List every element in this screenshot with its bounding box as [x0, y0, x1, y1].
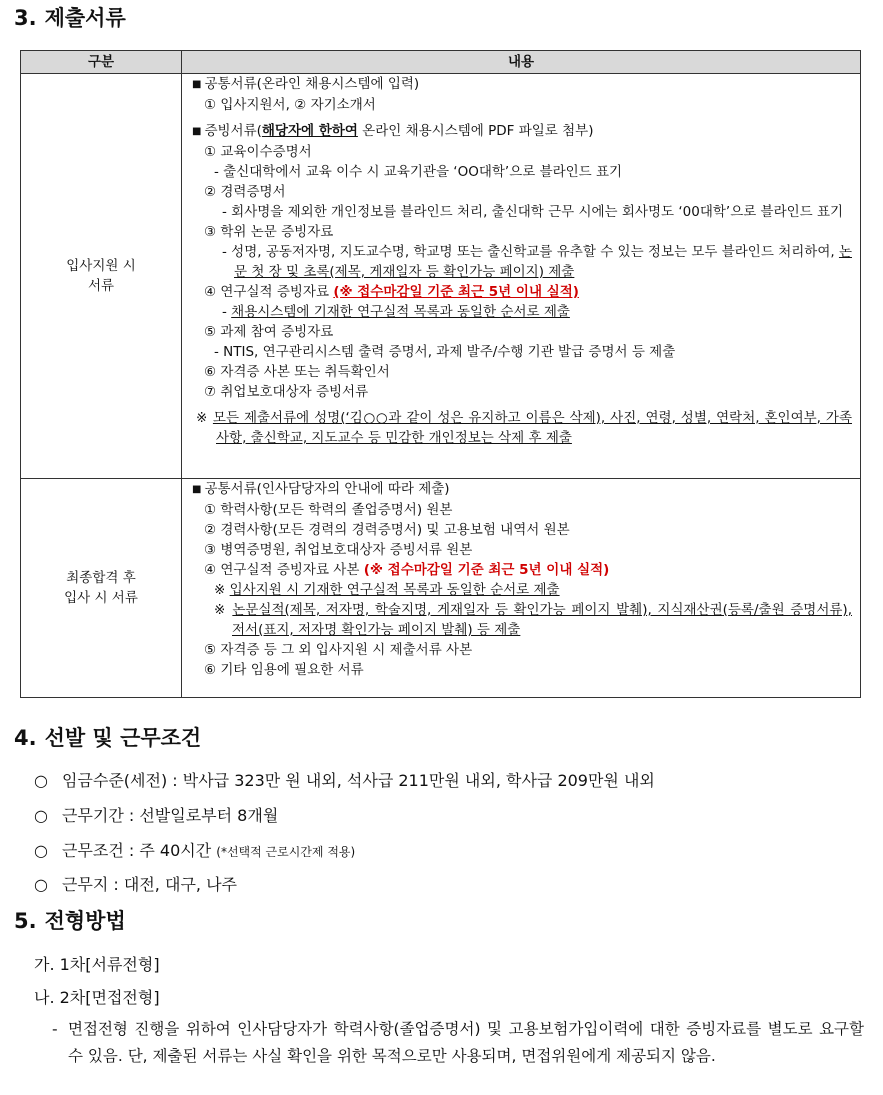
list-item: ① 학력사항(모든 학력의 졸업증명서) 원본	[204, 502, 453, 518]
list-item: ⑥ 자격증 사본 또는 취득확인서	[204, 364, 390, 380]
section-number: 5.	[14, 909, 37, 933]
row-label-application	[21, 74, 182, 479]
step-1: 가. 1차[서류전형]	[34, 955, 160, 974]
square-bullet-icon: ■	[192, 126, 202, 137]
dash-bullet: -	[52, 1020, 58, 1038]
circle-bullet-icon: ○	[34, 875, 48, 894]
circle-bullet-icon: ○	[34, 806, 48, 825]
condition-hours: ○ 근무조건 : 주 40시간 (*선택적 근로시간제 적용)	[34, 841, 356, 860]
square-bullet-icon: ■	[192, 79, 202, 90]
list-item: ⑤ 과제 참여 증빙자료	[204, 324, 334, 340]
section-3-heading	[14, 2, 126, 32]
row-content-application	[182, 74, 861, 479]
row-label-line: 입사 시 서류	[64, 590, 138, 606]
condition-salary: ○ 임금수준(세전) : 박사급 323만 원 내외, 석사급 211만원 내외, 학사급 209만원 내외	[34, 771, 655, 790]
section-4-heading	[14, 722, 201, 752]
section-number: 3.	[14, 6, 37, 30]
list-item-detail: - 출신대학에서 교육 이수 시 교육기관을 ‘OO대학’으로 블라인드 표기	[214, 164, 623, 180]
list-item: ② 경력증명서	[204, 184, 286, 200]
list-item: ① 입사지원서, ② 자기소개서	[204, 97, 376, 113]
row-label-line: 입사지원 시	[66, 258, 136, 274]
table-row	[21, 74, 861, 479]
list-item-detail: - 성명, 공동저자명, 지도교수명, 학교명 또는 출신학교를 유추할 수 있는 정보는 모두 블라인드 처리하여, 논문 첫 장 및 초록(제목, 게재일자 등 확인가능 페이지) 제출	[222, 244, 852, 280]
row-label-line: 서류	[87, 278, 115, 294]
list-item: ④ 연구실적 증빙자료 사본 (※ 접수마감일 기준 최근 5년 이내 실적)	[204, 562, 610, 578]
table-header-row	[21, 51, 861, 74]
list-item: ③ 학위 논문 증빙자료	[204, 224, 334, 240]
section-title: 제출서류	[44, 6, 126, 30]
table-row	[21, 479, 861, 698]
condition-note: (*선택적 근로시간제 적용)	[216, 845, 356, 859]
section-title: 선발 및 근무조건	[44, 726, 202, 750]
square-bullet-icon: ■	[192, 484, 202, 495]
row-content-final	[182, 479, 861, 698]
list-item: ③ 병역증명원, 취업보호대상자 증빙서류 원본	[204, 542, 473, 558]
column-header-content: 내용	[182, 51, 861, 74]
list-item: ① 교육이수증명서	[204, 144, 312, 160]
condition-location: ○ 근무지 : 대전, 대구, 나주	[34, 875, 237, 894]
section-5-heading	[14, 905, 126, 935]
documents-table	[20, 50, 861, 698]
list-item-detail: - NTIS, 연구관리시스템 출력 증명서, 과제 발주/수행 기관 발급 증명서 등 제출	[214, 344, 676, 360]
column-header-category: 구분	[21, 51, 182, 74]
list-item: ■ 공통서류(온라인 채용시스템에 입력)	[192, 76, 420, 92]
list-item-detail: - 채용시스템에 기재한 연구실적 목록과 동일한 순서로 제출	[222, 304, 570, 320]
list-item: ② 경력사항(모든 경력의 경력증명서) 및 고용보험 내역서 원본	[204, 522, 570, 538]
section-number: 4.	[14, 726, 37, 750]
step-2: 나. 2차[면접전형]	[34, 988, 160, 1007]
list-item: ⑥ 기타 임용에 필요한 서류	[204, 662, 364, 678]
list-item-detail: - 회사명을 제외한 개인정보를 블라인드 처리, 출신대학 근무 시에는 회사명도 ‘00대학’으로 블라인드 표기	[222, 204, 844, 220]
list-item: ⑦ 취업보호대상자 증빙서류	[204, 384, 369, 400]
list-item: ④ 연구실적 증빙자료 (※ 접수마감일 기준 최근 5년 이내 실적)	[204, 284, 579, 300]
row-label-final	[21, 479, 182, 698]
section-title: 전형방법	[44, 909, 126, 933]
list-item: ⑤ 자격증 등 그 외 입사지원 시 제출서류 사본	[204, 642, 473, 658]
note: ※ 모든 제출서류에 성명(‘김○○과 같이 성은 유지하고 이름은 삭제), 사진, 연령, 성별, 연락처, 혼인여부, 가족사항, 출신학교, 지도교수 등 민감한 개인정보는 삭제 후 제출	[196, 410, 852, 446]
list-item: ■ 공통서류(인사담당자의 안내에 따라 제출)	[192, 481, 450, 497]
interview-description	[52, 1016, 864, 1070]
circle-bullet-icon: ○	[34, 771, 48, 790]
note: ※ 논문실적(제목, 저자명, 학술지명, 게재일자 등 확인가능 페이지 발췌), 지식재산권(등록/출원 증명서류), 저서(표지, 저자명 확인가능 페이지 발췌) 등 제출	[214, 602, 852, 638]
list-item: ■ 증빙서류(해당자에 한하여 온라인 채용시스템에 PDF 파일로 첨부)	[192, 123, 594, 139]
row-label-line: 최종합격 후	[66, 570, 136, 586]
condition-period: ○ 근무기간 : 선발일로부터 8개월	[34, 806, 279, 825]
circle-bullet-icon: ○	[34, 841, 48, 860]
interview-description-text: 면접전형 진행을 위하여 인사담당자가 학력사항(졸업증명서) 및 고용보험가입이력에 대한 증빙자료를 별도로 요구할 수 있음. 단, 제출된 서류는 사실 확인을 위한 목적으로만 사용되며, 면접위원에게 제공되지 않음.	[68, 1020, 864, 1065]
note: ※ 입사지원 시 기재한 연구실적 목록과 동일한 순서로 제출	[214, 582, 560, 598]
